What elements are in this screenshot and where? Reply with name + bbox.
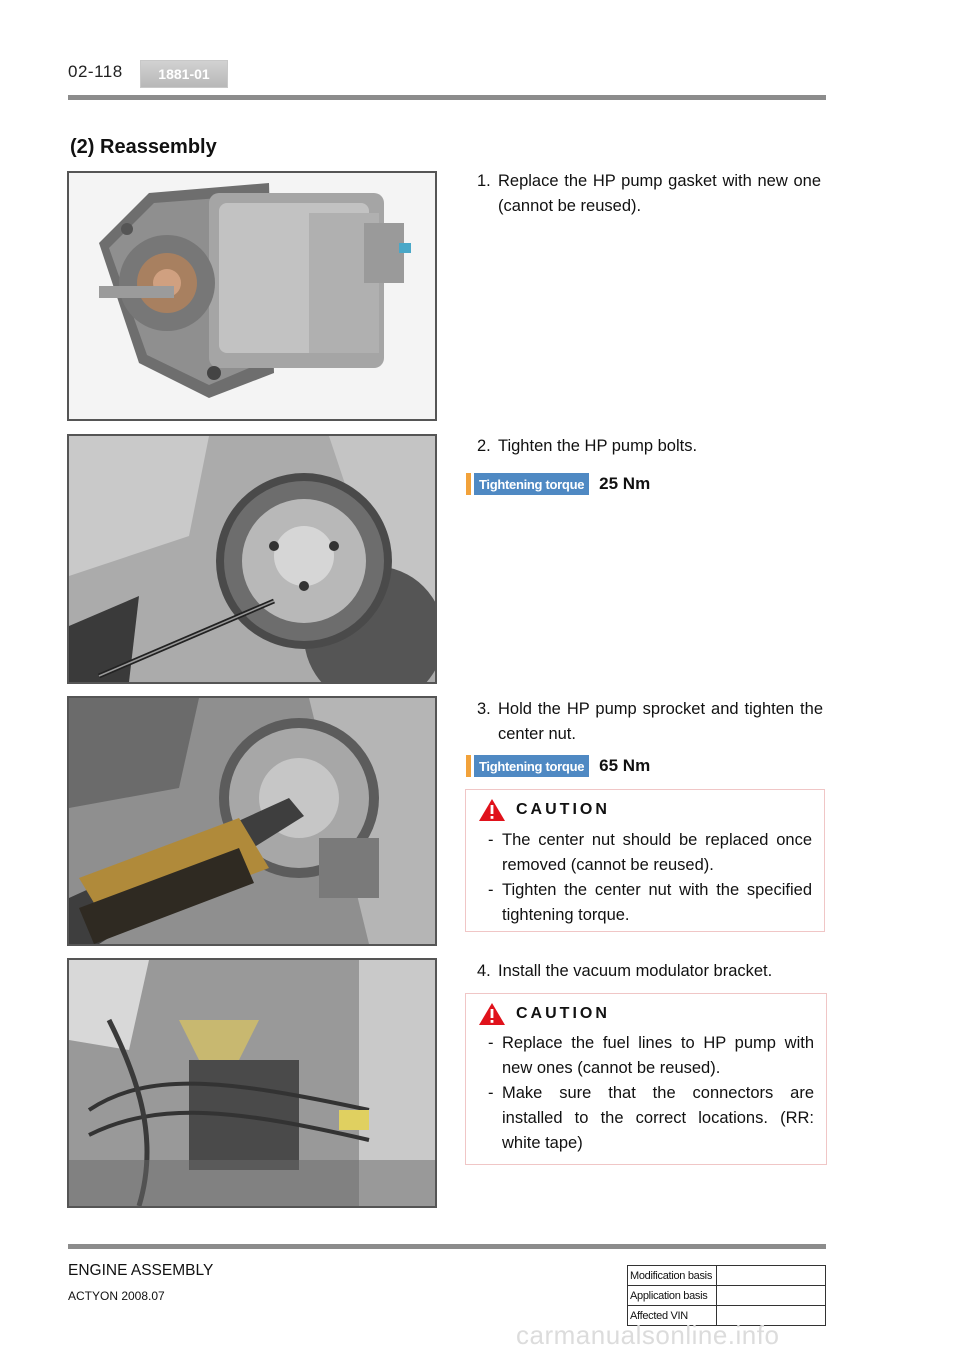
step-3 [477,697,823,747]
photo-hp-pump-bolts [67,434,437,684]
caution-item: - Tighten the center nut with the specified tightening torque. [488,881,812,924]
step-text: Hold the HP pump sprocket and tighten the center nut. [498,700,823,743]
watermark-text: carmanualsonline.info [516,1320,780,1350]
step-4 [477,959,821,984]
step-2 [477,434,821,459]
caution-item: - Replace the fuel lines to HP pump with new ones (cannot be reused). [488,1034,814,1077]
caution-list [488,1031,814,1156]
torque-label: Tightening torque [474,473,589,495]
caution-item: - Make sure that the connectors are installed to the correct locations. (RR: white tape) [488,1084,814,1152]
torque-spec-step-3 [466,755,650,777]
footer-chapter-title: ENGINE ASSEMBLY [68,1262,214,1279]
section-code-badge: 1881-01 [140,60,228,88]
photo-hp-pump-gasket [67,171,437,421]
warning-triangle-icon [478,798,506,822]
caution-header [478,798,610,822]
step-text: Install the vacuum modulator bracket. [498,962,773,980]
page-number: 02-118 [68,62,123,81]
torque-accent-bar [466,755,471,777]
torque-spec-step-2 [466,473,650,495]
torque-value: 25 Nm [599,474,651,493]
table-cell-label: Application basis [628,1286,717,1306]
step-number: 3. [477,700,491,718]
footer-divider [68,1244,826,1249]
photo-vacuum-modulator-bracket [67,958,437,1208]
step-number: 4. [477,962,491,980]
caution-item: - The center nut should be replaced once removed (cannot be reused). [488,831,812,874]
table-row [628,1286,826,1306]
step-text: Tighten the HP pump bolts. [498,437,698,455]
header-divider [68,95,826,100]
section-heading: (2) Reassembly [70,136,217,158]
photo-hp-pump-sprocket [67,696,437,946]
table-cell-value [717,1266,826,1286]
caution-list [488,828,812,928]
step-number: 1. [477,172,491,190]
table-cell-label: Modification basis [628,1266,717,1286]
table-cell-value [717,1286,826,1306]
warning-triangle-icon [478,1002,506,1026]
footer-model-date: ACTYON 2008.07 [68,1289,165,1303]
caution-title: CAUTION [516,1005,610,1022]
caution-header [478,1002,610,1026]
step-number: 2. [477,437,491,455]
torque-label: Tightening torque [474,755,589,777]
caution-title: CAUTION [516,801,610,818]
table-row [628,1266,826,1286]
modification-table [627,1265,826,1326]
caution-box-step-4 [465,993,827,1165]
step-1 [477,169,821,219]
caution-box-step-3 [465,789,825,932]
torque-accent-bar [466,473,471,495]
step-text: Replace the HP pump gasket with new one (cannot be reused). [498,172,821,215]
table-cell-label: Affected VIN [628,1306,717,1326]
torque-value: 65 Nm [599,756,651,775]
